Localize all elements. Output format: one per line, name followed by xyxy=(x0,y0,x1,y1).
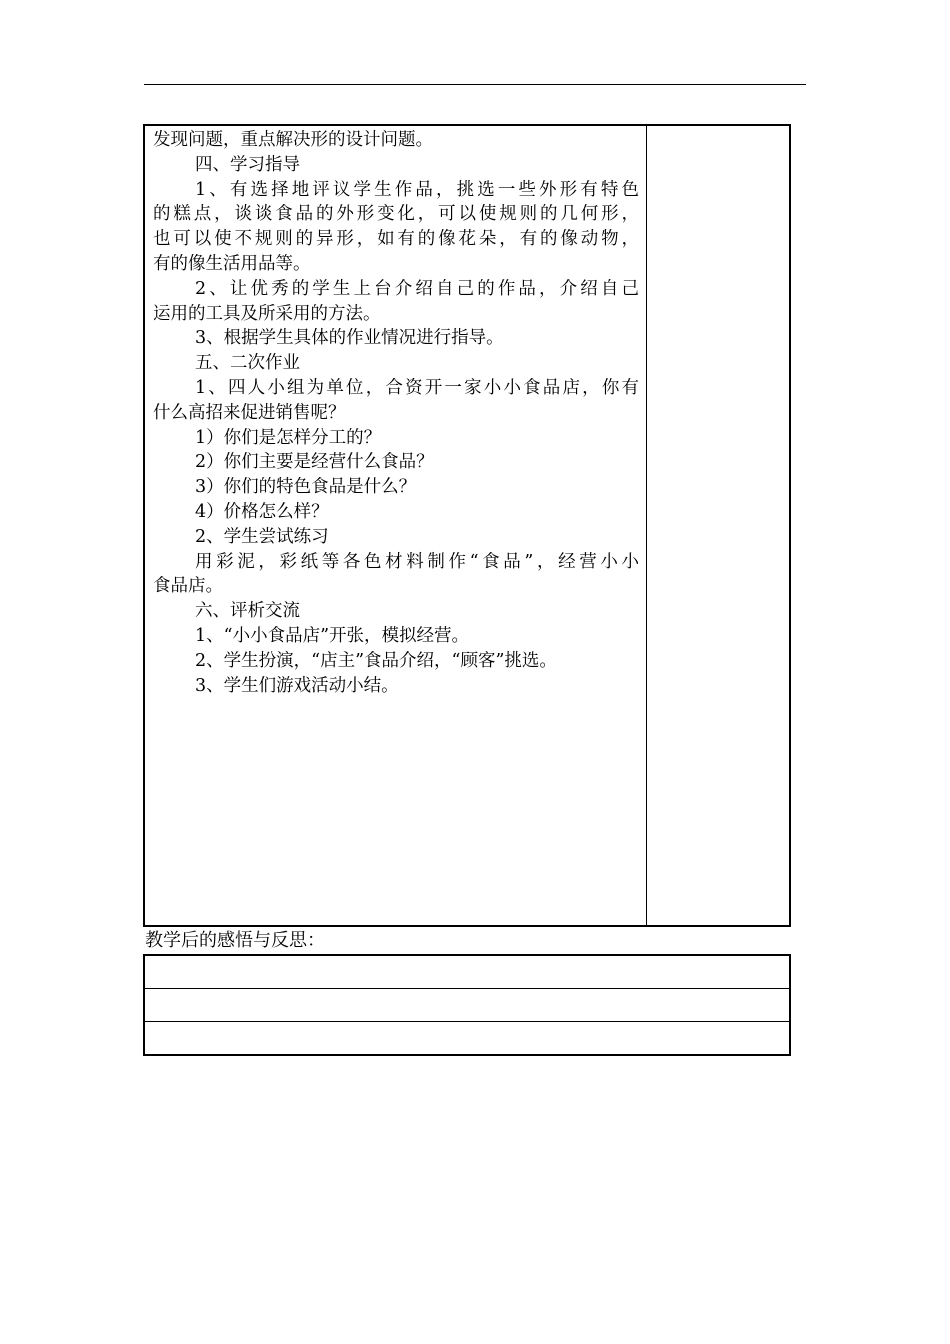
lesson-line-5: 也可以使不规则的异形，如有的像花朵，有的像动物， xyxy=(153,229,639,250)
notes-column-divider xyxy=(646,126,647,925)
lesson-line-9: 3、根据学生具体的作业情况进行指导。 xyxy=(195,328,504,349)
lesson-line-3: 1、有选择地评议学生作品，挑选一些外形有特色 xyxy=(195,179,639,200)
lesson-content xyxy=(153,128,639,698)
lesson-line-7: 2、让优秀的学生上台介绍自己的作品，介绍自己 xyxy=(195,278,639,299)
lesson-line-16: 4）价格怎么样？ xyxy=(195,501,329,522)
lesson-line-12: 什么高招来促进销售呢？ xyxy=(153,402,346,423)
section-heading-guidance: 四、学习指导 xyxy=(195,154,300,175)
lesson-line-4: 的糕点，谈谈食品的外形变化，可以使规则的几何形， xyxy=(153,204,639,225)
lesson-line-22: 2、学生扮演，“店主”食品介绍，“顾客”挑选。 xyxy=(195,650,557,671)
lesson-line-14: 2）你们主要是经营什么食品？ xyxy=(195,452,434,473)
lesson-line-18: 用彩泥，彩纸等各色材料制作“食品”，经营小小 xyxy=(195,551,639,572)
lesson-line-15: 3）你们的特色食品是什么？ xyxy=(195,477,417,498)
reflection-table xyxy=(143,954,791,1056)
lesson-line-13: 1）你们是怎样分工的？ xyxy=(195,427,382,448)
lesson-line-8: 运用的工具及所采用的方法。 xyxy=(153,303,381,324)
lesson-line-11: 1、四人小组为单位，合资开一家小小食品店，你有 xyxy=(195,377,639,398)
lesson-line-17: 2、学生尝试练习 xyxy=(195,526,329,547)
lesson-line-6: 有的像生活用品等。 xyxy=(153,253,311,274)
section-heading-second-assignment: 五、二次作业 xyxy=(195,353,300,374)
lesson-line-19: 食品店。 xyxy=(153,576,223,597)
reflection-row-divider xyxy=(145,1021,789,1022)
lesson-line-23: 3、学生们游戏活动小结。 xyxy=(195,675,399,696)
reflection-title: 教学后的感悟与反思： xyxy=(145,930,325,951)
section-heading-review: 六、评析交流 xyxy=(195,601,300,622)
lesson-line-1: 发现问题，重点解决形的设计问题。 xyxy=(153,130,433,150)
lesson-table xyxy=(143,124,791,927)
header-rule xyxy=(144,84,806,85)
lesson-line-21: 1、“小小食品店”开张，模拟经营。 xyxy=(195,625,470,646)
reflection-row-divider xyxy=(145,988,789,989)
